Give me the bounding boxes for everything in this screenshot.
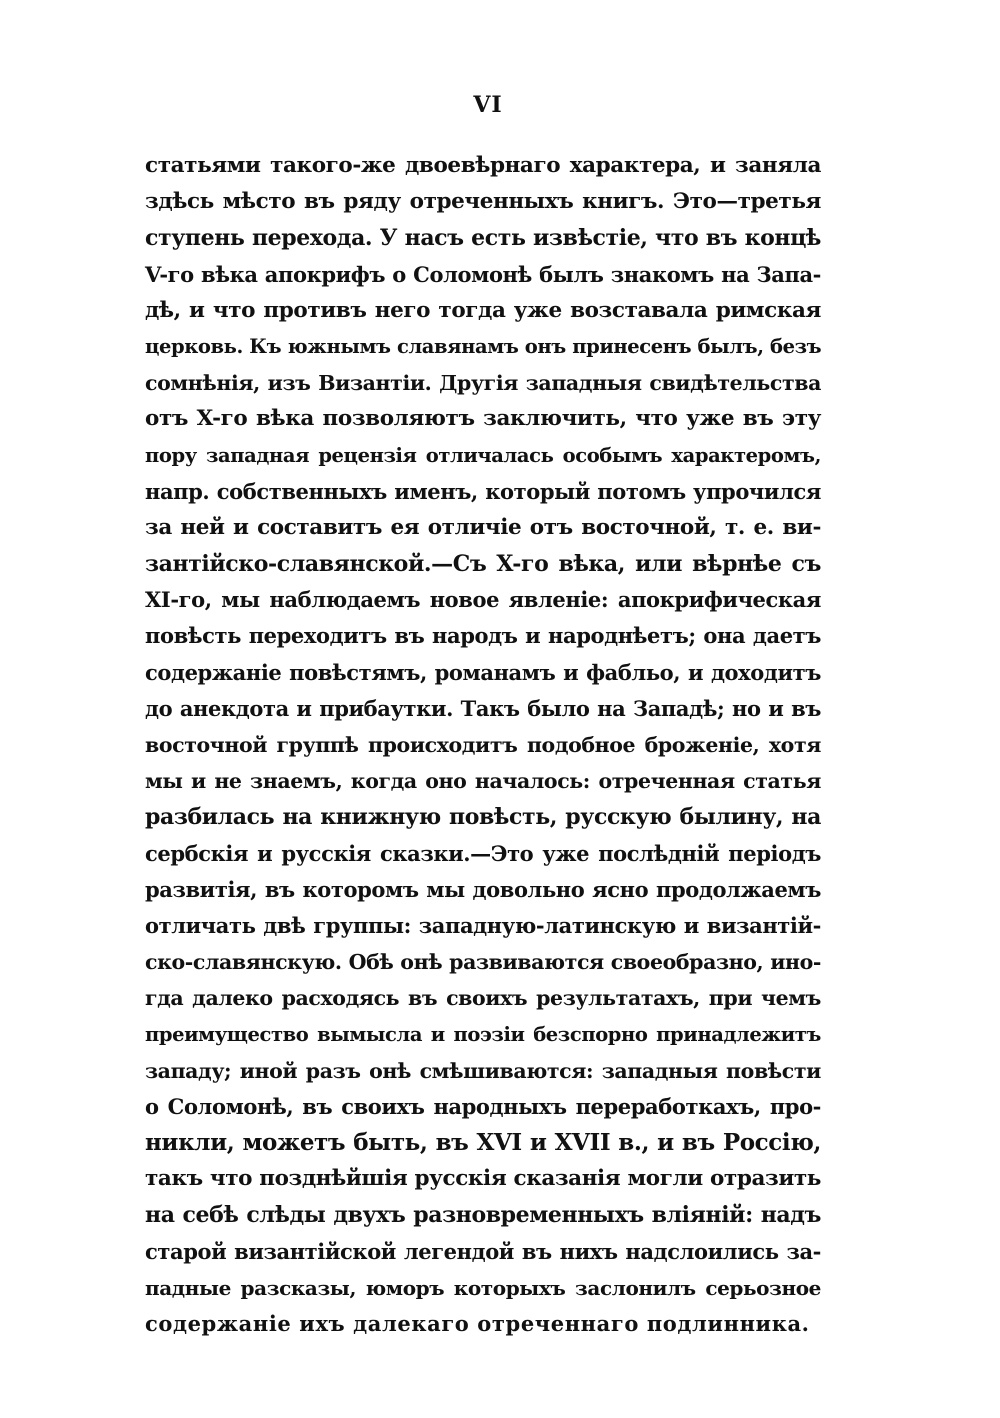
text-line: мы и не знаемъ, когда оно началось: отреченная статья: [145, 769, 821, 794]
text-line: зантійско-славянской.—Съ X-го вѣка, или вѣрнѣе съ: [145, 551, 821, 578]
text-line: отличать двѣ группы: западную-латинскую и византій-: [145, 912, 821, 938]
text-line: восточной группѣ происходитъ подобное броженіе, хотя: [145, 733, 821, 757]
text-line: такъ что позднѣйшія русскія сказанія могли отразить: [145, 1166, 821, 1192]
text-line: ско-славянскую. Обѣ онѣ развиваются своеобразно, ино-: [145, 950, 821, 975]
text-line: церковь. Къ южнымъ славянамъ онъ принесенъ былъ, безъ: [145, 334, 822, 358]
text-line: XI-го, мы наблюдаемъ новое явленіе: апокрифическая: [145, 587, 821, 613]
text-line: ступень перехода. У насъ есть извѣстіе, что въ концѣ: [145, 225, 821, 252]
text-line: о Соломонѣ, въ своихъ народныхъ переработкахъ, про-: [145, 1093, 821, 1119]
body-text: [145, 148, 821, 1342]
text-line: статьями такого-же двоевѣрнаго характера, и заняла: [145, 153, 821, 178]
text-line: гда далеко расходясь въ своихъ результатахъ, при чемъ: [145, 986, 821, 1011]
text-line: западу; иной разъ онѣ смѣшиваются: западныя повѣсти: [145, 1058, 821, 1083]
text-line: дѣ, и что противъ него тогда уже возставала римская: [145, 297, 821, 323]
text-line: на себѣ слѣды двухъ разновременныхъ вліяній: надъ: [145, 1202, 821, 1229]
text-line: до анекдота и прибаутки. Такъ было на Западѣ; но и въ: [145, 695, 821, 721]
text-line-last: содержаніе ихъ далекаго отреченнаго подлинника.: [145, 1311, 810, 1336]
text-line: сербскія и русскія сказки.—Это уже послѣдній періодъ: [145, 840, 821, 866]
text-line: содержаніе повѣстямъ, романамъ и фабльо, и доходитъ: [145, 659, 821, 685]
text-line: разбилась на книжную повѣсть, русскую былину, на: [145, 804, 821, 831]
text-line: сомнѣнія, изъ Византіи. Другія западныя свидѣтельства: [145, 371, 821, 396]
text-line: преимущество вымысла и поэзіи безспорно принадлежитъ: [145, 1022, 821, 1046]
text-line: отъ X-го вѣка позволяютъ заключить, что уже въ эту: [145, 406, 821, 432]
page-number: VI: [473, 92, 503, 118]
text-line: повѣсть переходитъ въ народъ и народнѣетъ; она даетъ: [145, 623, 821, 649]
text-line: развитія, въ которомъ мы довольно ясно продолжаемъ: [145, 876, 821, 902]
text-line: пору западная рецензія отличалась особымъ характеромъ,: [145, 443, 821, 467]
text-line: падные разсказы, юморъ которыхъ заслонилъ серьозное: [145, 1275, 821, 1300]
text-line: напр. собственныхъ именъ, который потомъ упрочился: [145, 478, 821, 504]
text-line: здѣсь мѣсто въ ряду отреченныхъ книгъ. Это—третья: [145, 189, 821, 215]
text-line: за ней и составитъ ея отличіе отъ восточной, т. е. ви-: [145, 514, 821, 540]
text-line: никли, можетъ быть, въ XVI и XVII в., и въ Россію,: [145, 1129, 821, 1157]
text-line: V-го вѣка апокрифъ о Соломонѣ былъ знакомъ на Запа-: [145, 261, 821, 287]
text-line: старой византійской легендой въ нихъ надслоились за-: [145, 1238, 821, 1264]
